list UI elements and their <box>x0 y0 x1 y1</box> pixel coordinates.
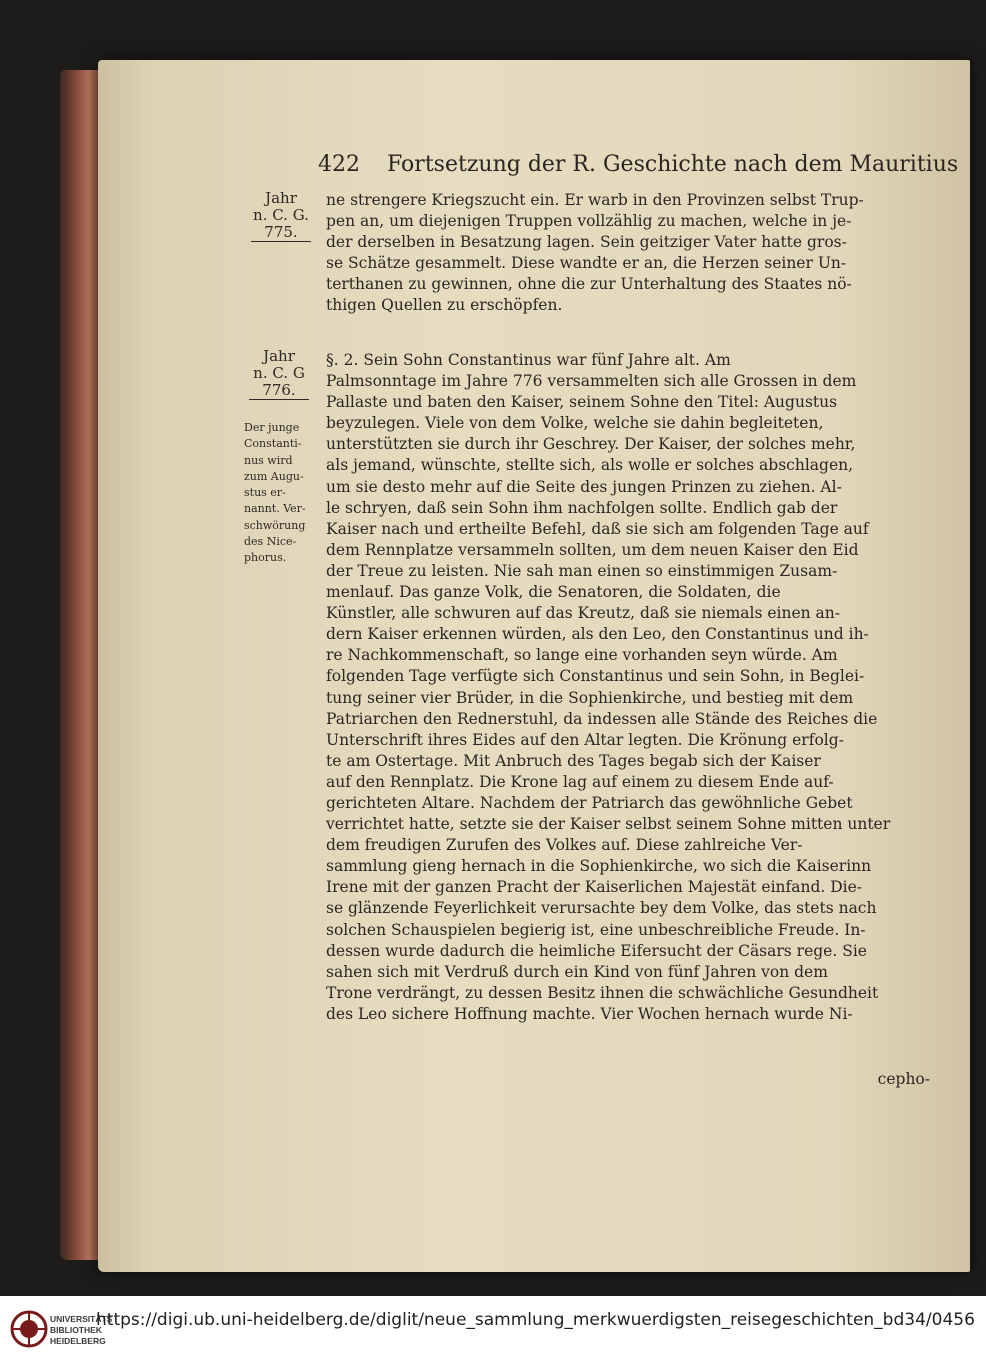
text-line: se Schätze gesammelt. Diese wandte er an, die Herzen seiner Un- <box>326 254 847 273</box>
text-line: thigen Quellen zu erschöpfen. <box>326 296 563 315</box>
footer-bar <box>0 1296 986 1370</box>
text-line: le schryen, daß sein Sohn ihm nachfolgen sollte. Endlich gab der <box>326 498 838 517</box>
library-logo[interactable] <box>10 1306 113 1356</box>
text-line: te am Ostertage. Mit Anbruch des Tages begab sich der Kaiser <box>326 751 821 770</box>
text-line: folgenden Tage verfügte sich Constantinus und sein Sohn, in Beglei- <box>326 667 865 686</box>
library-seal-icon <box>10 1310 48 1348</box>
text-line: beyzulegen. Viele von dem Volke, welche sie dahin begleiteten, <box>326 414 824 433</box>
side-note-line: phorus. <box>244 551 287 565</box>
text-line: ne strengere Kriegszucht ein. Er warb in den Provinzen selbst Trup- <box>326 191 864 209</box>
library-name-line: HEIDELBERG <box>50 1336 106 1346</box>
text-line: gerichteten Altare. Nachdem der Patriarch das gewöhnliche Gebet <box>326 793 853 812</box>
side-note-line: stus er- <box>244 486 286 500</box>
margin-year-value: 775. <box>251 224 311 242</box>
page-number: 422 <box>318 152 360 177</box>
paragraph-1 <box>326 190 928 317</box>
catchword: cepho- <box>877 1070 930 1088</box>
text-line: dem freudigen Zurufen des Volkes auf. Diese zahlreiche Ver- <box>326 836 803 855</box>
text-line: Künstler, alle schwuren auf das Kreutz, daß sie niemals einen an- <box>326 604 841 623</box>
text-line: pen an, um diejenigen Truppen vollzählig zu machen, welche in je- <box>326 212 852 231</box>
margin-year-era: n. C. G. <box>253 206 309 224</box>
text-line: Unterschrift ihres Eides auf den Altar legten. Die Krönung erfolg- <box>326 730 844 749</box>
source-url-link[interactable]: https://digi.ub.uni-heidelberg.de/diglit/neue_sammlung_merkwuerdigsten_reisegeschichten_bd34/0456 <box>96 1310 975 1330</box>
margin-year-label: Jahr <box>265 189 297 207</box>
text-line: des Leo sichere Hoffnung machte. Vier Wochen hernach wurde Ni- <box>326 1004 853 1023</box>
paragraph-2 <box>326 350 928 1025</box>
text-line: se glänzende Feyerlichkeit verursachte bey dem Volke, das stets nach <box>326 899 877 918</box>
text-line: tung seiner vier Brüder, in die Sophienkirche, und bestieg mit dem <box>326 688 854 707</box>
margin-year-1 <box>246 190 316 242</box>
text-line: als jemand, wünschte, stellte sich, als wolle er solches abschlagen, <box>326 456 854 475</box>
text-line: re Nachkommenschaft, so lange eine vorhanden seyn würde. Am <box>326 646 838 665</box>
side-note-line: zum Augu- <box>244 469 304 483</box>
text-line: Pallaste und baten den Kaiser, seinem Sohne den Titel: Augustus <box>326 393 838 412</box>
side-note-line: nus wird <box>244 453 293 467</box>
side-note-line: des Nice- <box>244 535 297 549</box>
text-line: dern Kaiser erkennen würden, als den Leo, den Constantinus und ih- <box>326 625 869 644</box>
text-line: Kaiser nach und ertheilte Befehl, daß sie sich am folgenden Tage auf <box>326 519 869 538</box>
text-line: dessen wurde dadurch die heimliche Eifersucht der Cäsars rege. Sie <box>326 941 867 960</box>
text-line: um sie desto mehr auf die Seite des jungen Prinzen zu ziehen. Al- <box>326 477 842 496</box>
text-line: Patriarchen den Rednerstuhl, da indessen alle Stände des Reiches die <box>326 709 878 728</box>
text-line: dem Rennplatze versammeln sollten, um dem neuen Kaiser den Eid <box>326 540 859 559</box>
side-note-line: Constanti- <box>244 437 302 451</box>
margin-year-value: 776. <box>249 382 309 400</box>
text-line: solchen Schauspielen begierig ist, eine unbeschreibliche Freude. In- <box>326 920 866 939</box>
text-line: unterstützten sie durch ihr Geschrey. Der Kaiser, der solches mehr, <box>326 435 856 454</box>
text-line: Palmsonntage im Jahre 776 versammelten sich alle Grossen in dem <box>326 372 857 391</box>
text-line: der Treue zu leisten. Nie sah man einen so einstimmigen Zusam- <box>326 561 838 580</box>
text-line: terthanen zu gewinnen, ohne die zur Unterhaltung des Staates nö- <box>326 275 852 294</box>
text-line: menlauf. Das ganze Volk, die Senatoren, die Soldaten, die <box>326 583 781 602</box>
side-note-line: schwörung <box>244 518 306 532</box>
library-name-line: BIBLIOTHEK <box>50 1325 102 1335</box>
margin-year-2 <box>244 348 314 400</box>
side-note-line: Der junge <box>244 421 300 434</box>
margin-year-label: Jahr <box>263 347 295 365</box>
text-line: der derselben in Besatzung lagen. Sein geitziger Vater hatte gros- <box>326 233 847 252</box>
text-line: auf den Rennplatz. Die Krone lag auf einem zu diesem Ende auf- <box>326 772 834 791</box>
text-line: §. 2. Sein Sohn Constantinus war fünf Jahre alt. Am <box>326 351 731 369</box>
text-line: Trone verdrängt, zu dessen Besitz ihnen die schwächliche Gesundheit <box>326 983 879 1002</box>
margin-year-era: n. C. G <box>253 364 305 382</box>
text-line: sammlung gieng hernach in die Sophienkirche, wo sich die Kaiserinn <box>326 857 872 876</box>
page-header <box>318 152 959 186</box>
margin-side-note <box>244 420 320 567</box>
library-name-line: UNIVERSITÄTS <box>50 1314 113 1324</box>
text-line: Irene mit der ganzen Pracht der Kaiserlichen Majestät einfand. Die- <box>326 878 863 897</box>
side-note-line: nannt. Ver- <box>244 502 306 516</box>
text-line: verrichtet hatte, setzte sie der Kaiser selbst seinem Sohne mitten unter <box>326 815 891 834</box>
text-line: sahen sich mit Verdruß durch ein Kind von fünf Jahren von dem <box>326 962 828 981</box>
running-title: Fortsetzung der R. Geschichte nach dem Mauritius <box>387 152 959 177</box>
